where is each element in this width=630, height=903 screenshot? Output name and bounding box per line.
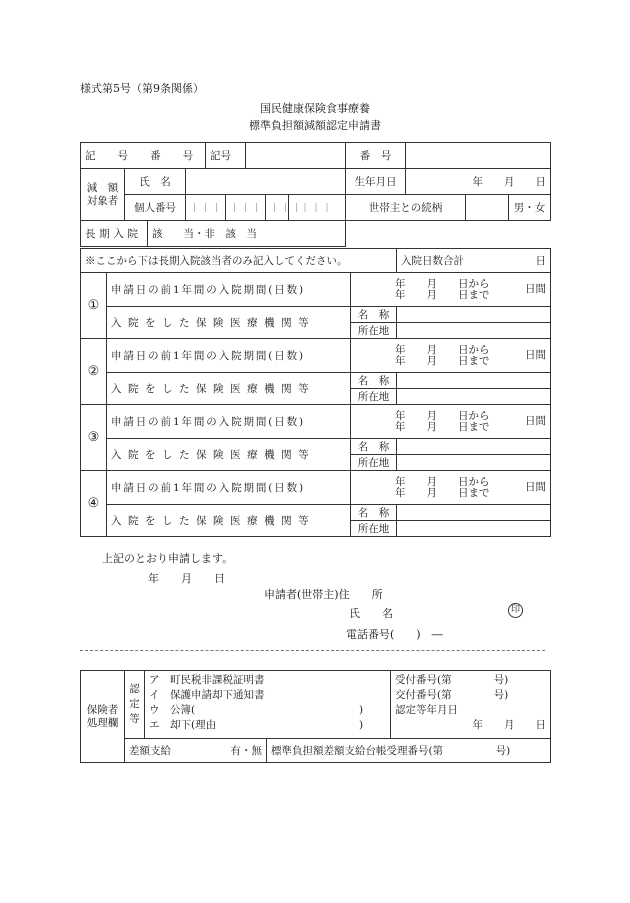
long-term-value[interactable]: 該 当・非 該 当 bbox=[148, 221, 346, 247]
hospital-name-label: 名 称 bbox=[351, 505, 397, 521]
period-label: 申請日の前1年間の入院期間(日数) bbox=[107, 471, 351, 505]
hospital-label: 入院をした保険医療機関等 bbox=[107, 439, 351, 471]
period-fields[interactable] bbox=[351, 273, 551, 307]
period-days: 日間 bbox=[525, 481, 546, 493]
total-days-label: 入院日数合計 bbox=[401, 255, 464, 267]
period-fields[interactable] bbox=[351, 471, 551, 505]
cut-line bbox=[80, 650, 545, 651]
entry-mark: ① bbox=[81, 273, 107, 339]
hospital-address-field[interactable] bbox=[397, 389, 551, 405]
hospital-address-label: 所在地 bbox=[351, 389, 397, 405]
period-to: 年 月 日まで bbox=[395, 486, 490, 499]
receipt-no[interactable]: 受付番号(第 号) bbox=[395, 674, 509, 686]
entry-period-row bbox=[81, 471, 551, 505]
entry-period-row bbox=[81, 339, 551, 373]
diff-cell bbox=[125, 739, 267, 763]
hospital-address-label: 所在地 bbox=[351, 323, 397, 339]
title-line-1: 国民健康保険食事療養 bbox=[260, 102, 370, 115]
option-u[interactable] bbox=[149, 703, 386, 718]
entry-period-row bbox=[81, 405, 551, 439]
subject-label-line1: 減 額 bbox=[86, 181, 119, 194]
period-label: 申請日の前1年間の入院期間(日数) bbox=[107, 339, 351, 373]
period-fields[interactable] bbox=[351, 339, 551, 373]
office-label-line1: 保険者 bbox=[86, 703, 119, 716]
entry-hospital-row bbox=[81, 307, 551, 323]
entries-table bbox=[80, 272, 551, 537]
nintei-char-2: 定 bbox=[129, 698, 140, 710]
bango-label: 番 号 bbox=[346, 143, 406, 169]
entry-mark: ② bbox=[81, 339, 107, 405]
diff-label: 差額支給 bbox=[129, 745, 171, 757]
digit-boxes-b[interactable]: ｜｜｜ bbox=[226, 195, 266, 221]
hospital-name-field[interactable] bbox=[397, 373, 551, 389]
relation-field[interactable] bbox=[466, 195, 509, 221]
option-u-text: ウ 公簿( bbox=[149, 704, 196, 716]
subject-label-line2: 対象者 bbox=[86, 194, 119, 207]
relation-label: 世帯主との続柄 bbox=[346, 195, 466, 221]
total-days-unit: 日 bbox=[535, 255, 546, 267]
period-days: 日間 bbox=[525, 283, 546, 295]
option-e-close: ) bbox=[359, 719, 364, 731]
declaration: 上記のとおり申請します。 bbox=[102, 552, 234, 565]
hospital-name-label: 名 称 bbox=[351, 373, 397, 389]
gender-field[interactable]: 男・女 bbox=[509, 195, 551, 221]
period-to: 年 月 日まで bbox=[395, 420, 490, 433]
diff-value[interactable]: 有・無 bbox=[230, 745, 262, 757]
nintei-char-3: 等 bbox=[129, 713, 140, 725]
applicant-name[interactable]: 氏 名 bbox=[349, 607, 393, 620]
office-label bbox=[81, 671, 125, 763]
blank-cell bbox=[346, 221, 551, 247]
hospital-name-label: 名 称 bbox=[351, 307, 397, 323]
hospital-name-field[interactable] bbox=[397, 505, 551, 521]
hospital-address-label: 所在地 bbox=[351, 521, 397, 537]
hospital-table bbox=[80, 248, 551, 273]
long-term-label: 長期入院 bbox=[81, 221, 148, 247]
nintei-date-fields[interactable]: 年 月 日 bbox=[472, 719, 546, 731]
hospital-address-field[interactable] bbox=[397, 455, 551, 471]
hospital-address-field[interactable] bbox=[397, 521, 551, 537]
hospital-label: 入院をした保険医療機関等 bbox=[107, 505, 351, 537]
nintei-label bbox=[125, 671, 145, 739]
issue-no[interactable]: 交付番号(第 号) bbox=[395, 689, 509, 701]
nintei-date-label: 認定等年月日 bbox=[395, 704, 458, 716]
hospital-name-label: 名 称 bbox=[351, 439, 397, 455]
birth-label: 生年月日 bbox=[346, 169, 406, 195]
kigo-bango-label: 記 号 番 号 bbox=[81, 143, 206, 169]
period-label: 申請日の前1年間の入院期間(日数) bbox=[107, 273, 351, 307]
entry-period-row bbox=[81, 273, 551, 307]
hospital-label: 入院をした保険医療機関等 bbox=[107, 307, 351, 339]
period-from: 年 月 日から bbox=[395, 475, 490, 488]
office-numbers bbox=[391, 671, 551, 739]
digit-boxes-c[interactable]: ｜｜｜ bbox=[266, 195, 289, 221]
declaration-date[interactable]: 年 月 日 bbox=[148, 572, 225, 585]
nintei-char-1: 認 bbox=[129, 683, 140, 695]
subject-label bbox=[81, 169, 125, 221]
name-label: 氏 名 bbox=[125, 169, 186, 195]
bango-field[interactable] bbox=[406, 143, 551, 169]
hospital-name-field[interactable] bbox=[397, 307, 551, 323]
title-line-2: 標準負担額減額認定申請書 bbox=[249, 119, 381, 132]
hospital-address-label: 所在地 bbox=[351, 455, 397, 471]
kigo-label: 記号 bbox=[206, 143, 246, 169]
option-e[interactable] bbox=[149, 718, 386, 733]
main-form-table bbox=[80, 142, 551, 247]
total-days-cell[interactable] bbox=[397, 249, 551, 273]
period-fields[interactable] bbox=[351, 405, 551, 439]
kigo-field[interactable] bbox=[246, 143, 346, 169]
hospital-address-field[interactable] bbox=[397, 323, 551, 339]
personal-no-label: 個人番号 bbox=[125, 195, 186, 221]
period-from: 年 月 日から bbox=[395, 409, 490, 422]
note-text: ※ここから下は長期入院該当者のみ記入してください。 bbox=[81, 249, 397, 273]
hospital-label: 入院をした保険医療機関等 bbox=[107, 373, 351, 405]
nintei-options bbox=[145, 671, 391, 739]
entries-container bbox=[80, 272, 550, 537]
period-days: 日間 bbox=[525, 415, 546, 427]
digit-boxes-d[interactable]: ｜｜｜ bbox=[289, 195, 346, 221]
entry-hospital-row bbox=[81, 439, 551, 455]
entry-hospital-row bbox=[81, 373, 551, 389]
office-label-line2: 処理欄 bbox=[86, 716, 119, 729]
option-e-text: エ 却下(理由 bbox=[149, 719, 217, 731]
seal-mark: 印 bbox=[508, 603, 523, 618]
option-u-close: ) bbox=[359, 704, 364, 716]
digit-boxes-a[interactable]: ｜｜｜ bbox=[186, 195, 226, 221]
period-to: 年 月 日まで bbox=[395, 354, 490, 367]
applicant-address[interactable]: 申請者(世帯主)住 所 bbox=[264, 588, 383, 601]
option-a[interactable]: ア 町民税非課税証明書 bbox=[149, 674, 265, 686]
entry-hospital-row bbox=[81, 505, 551, 521]
form-number: 様式第5号（第9条関係） bbox=[80, 82, 204, 95]
birth-fields[interactable]: 年 月 日 bbox=[406, 169, 551, 195]
ledger-no[interactable]: 標準負担額差額支給台帳受理番号(第 号) bbox=[267, 739, 551, 763]
period-days: 日間 bbox=[525, 349, 546, 361]
period-label: 申請日の前1年間の入院期間(日数) bbox=[107, 405, 351, 439]
entry-mark: ③ bbox=[81, 405, 107, 471]
hospital-name-field[interactable] bbox=[397, 439, 551, 455]
period-from: 年 月 日から bbox=[395, 343, 490, 356]
name-field[interactable] bbox=[186, 169, 346, 195]
office-table bbox=[80, 670, 551, 763]
period-to: 年 月 日まで bbox=[395, 288, 490, 301]
applicant-phone[interactable]: 電話番号( ) ― bbox=[346, 628, 443, 641]
period-from: 年 月 日から bbox=[395, 277, 490, 290]
option-i[interactable]: イ 保護申請却下通知書 bbox=[149, 689, 265, 701]
entry-mark: ④ bbox=[81, 471, 107, 537]
